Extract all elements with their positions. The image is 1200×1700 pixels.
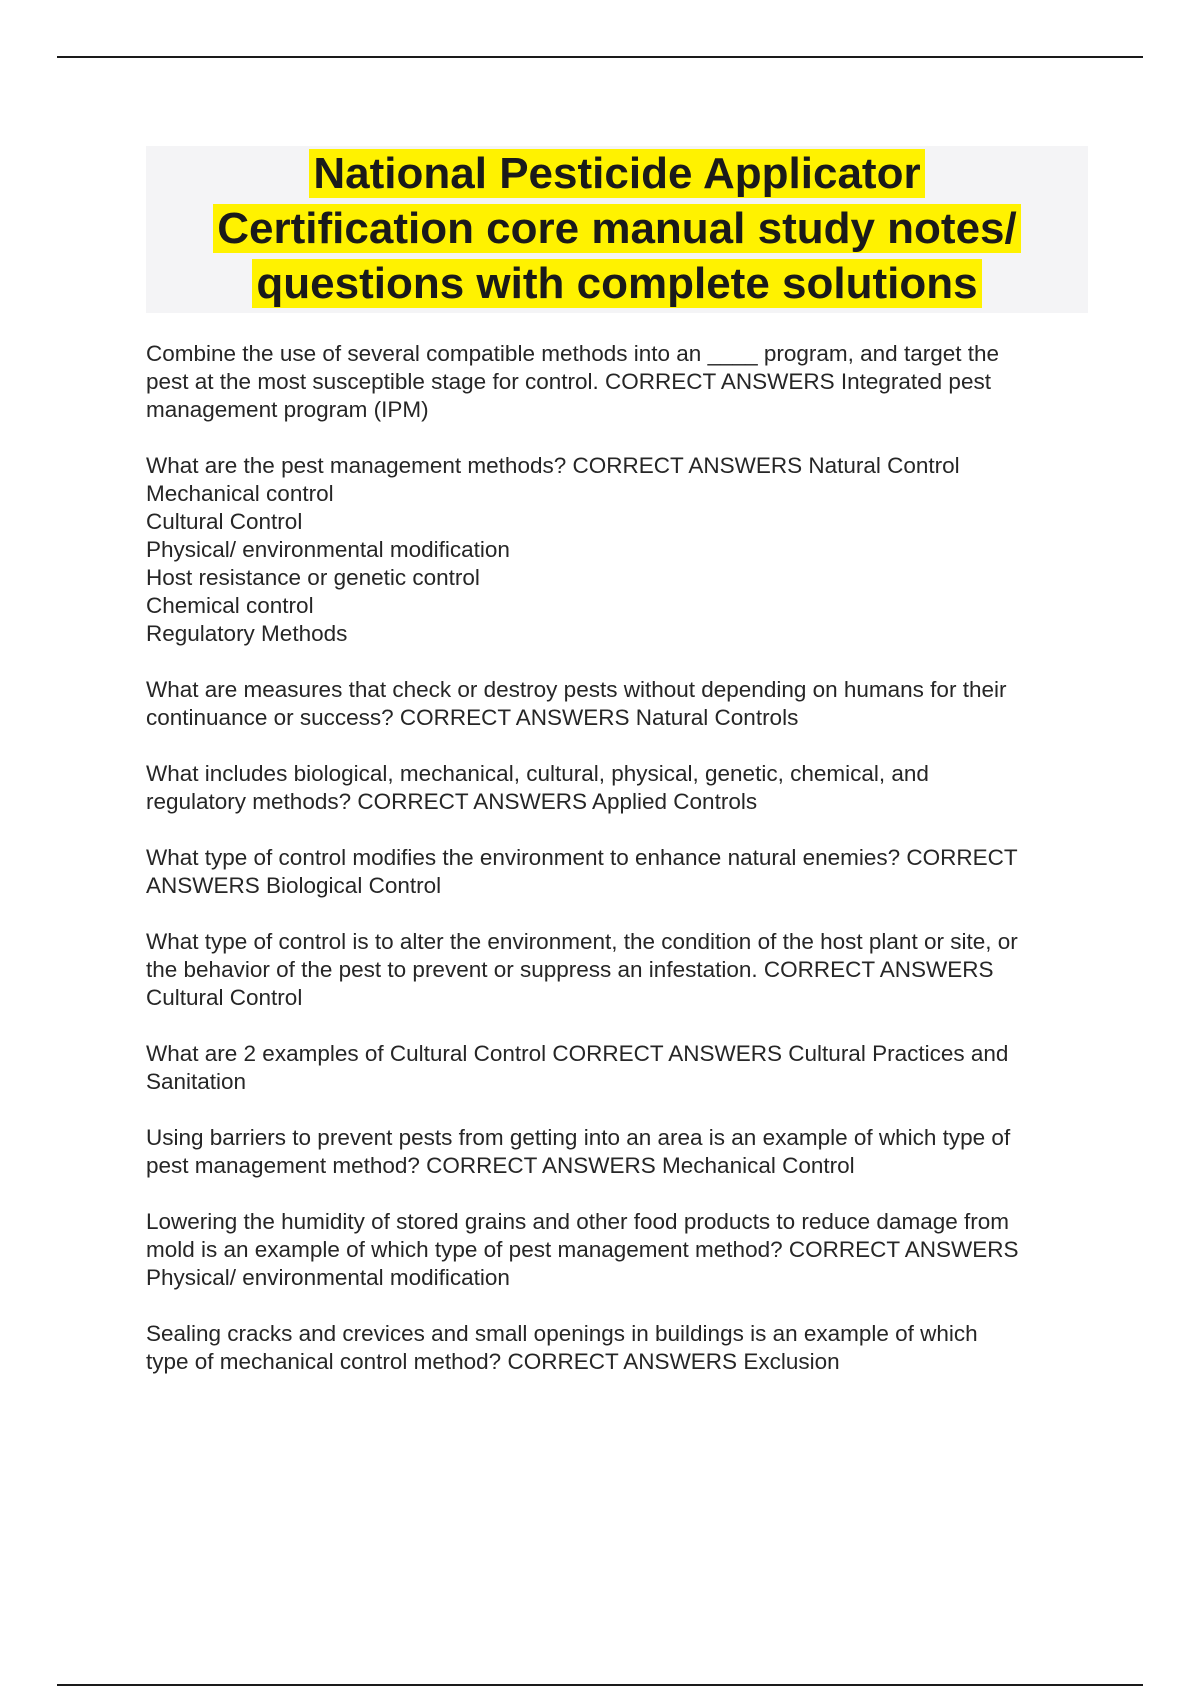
qa-line: What type of control modifies the environment to enhance natural enemies? CORRECT: [146, 845, 1018, 870]
qa-line: Physical/ environmental modification: [146, 1265, 510, 1290]
qa-line: Regulatory Methods: [146, 621, 348, 646]
qa-line: Host resistance or genetic control: [146, 565, 480, 590]
qa-item: [146, 1208, 1096, 1292]
top-rule: [57, 56, 1143, 58]
qa-line: pest at the most susceptible stage for control. CORRECT ANSWERS Integrated pest: [146, 369, 991, 394]
qa-item: [146, 340, 1096, 424]
qa-line: What are 2 examples of Cultural Control CORRECT ANSWERS Cultural Practices and: [146, 1041, 1009, 1066]
qa-line: management program (IPM): [146, 397, 429, 422]
qa-item: [146, 1040, 1096, 1096]
qa-item: [146, 760, 1096, 816]
qa-line: Using barriers to prevent pests from getting into an area is an example of which type of: [146, 1125, 1011, 1150]
qa-item: [146, 928, 1096, 1012]
qa-line: pest management method? CORRECT ANSWERS Mechanical Control: [146, 1153, 855, 1178]
qa-item: [146, 844, 1096, 900]
qa-item: [146, 676, 1096, 732]
qa-line: ANSWERS Biological Control: [146, 873, 442, 898]
document-title: [146, 146, 1088, 311]
bottom-rule: [57, 1684, 1143, 1686]
qa-list: [146, 340, 1096, 1404]
qa-line: What includes biological, mechanical, cultural, physical, genetic, chemical, and: [146, 761, 929, 786]
qa-line: the behavior of the pest to prevent or suppress an infestation. CORRECT ANSWERS: [146, 957, 994, 982]
qa-item: [146, 1320, 1096, 1376]
qa-line: Sanitation: [146, 1069, 247, 1094]
qa-line: What type of control is to alter the environment, the condition of the host plant or site, or: [146, 929, 1018, 954]
qa-line: Chemical control: [146, 593, 314, 618]
qa-line: Lowering the humidity of stored grains and other food products to reduce damage from: [146, 1209, 1009, 1234]
qa-item: [146, 452, 1096, 648]
qa-line: Combine the use of several compatible methods into an ____ program, and target the: [146, 341, 1000, 366]
qa-line: regulatory methods? CORRECT ANSWERS Applied Controls: [146, 789, 758, 814]
title-line-2: Certification core manual study notes/: [213, 204, 1021, 253]
title-line-1: National Pesticide Applicator: [309, 149, 924, 198]
qa-line: What are measures that check or destroy pests without depending on humans for their: [146, 677, 1007, 702]
qa-line: Cultural Control: [146, 509, 303, 534]
title-line-3: questions with complete solutions: [252, 259, 981, 308]
qa-line: Physical/ environmental modification: [146, 537, 510, 562]
qa-line: type of mechanical control method? CORRECT ANSWERS Exclusion: [146, 1349, 840, 1374]
qa-line: Sealing cracks and crevices and small openings in buildings is an example of which: [146, 1321, 978, 1346]
qa-line: mold is an example of which type of pest management method? CORRECT ANSWERS: [146, 1237, 1019, 1262]
qa-line: Cultural Control: [146, 985, 303, 1010]
qa-line: Mechanical control: [146, 481, 334, 506]
qa-line: continuance or success? CORRECT ANSWERS Natural Controls: [146, 705, 799, 730]
qa-line: What are the pest management methods? CORRECT ANSWERS Natural Control: [146, 453, 960, 478]
qa-item: [146, 1124, 1096, 1180]
